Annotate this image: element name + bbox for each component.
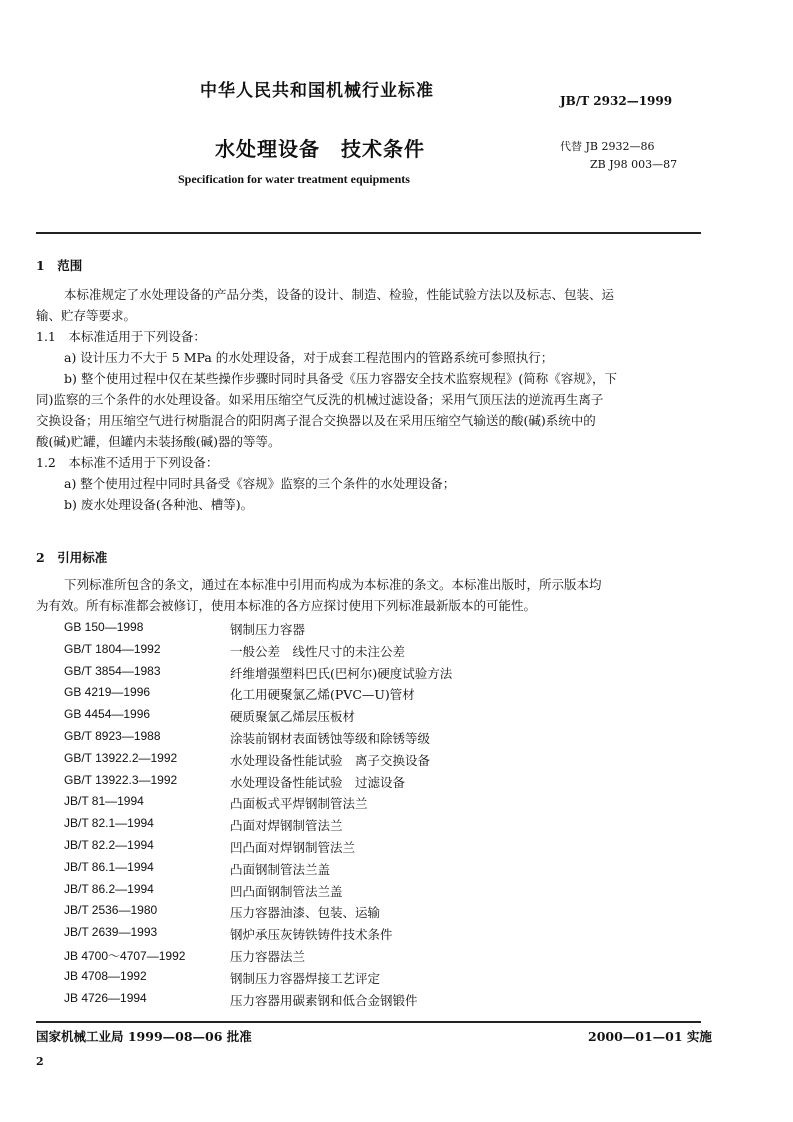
reference-title: 凸面钢制管法兰盖 bbox=[230, 862, 331, 877]
issuing-authority-title: 中华人民共和国机械行业标准 bbox=[200, 81, 434, 101]
section-1-body bbox=[36, 284, 701, 515]
reference-title: 一般公差 线性尺寸的未注公差 bbox=[230, 644, 406, 659]
reference-title: 涂装前钢材表面锈蚀等级和除锈等级 bbox=[230, 731, 431, 746]
clause-1-1: 1.1 本标准适用于下列设备： bbox=[36, 329, 206, 344]
reference-code: JB/T 86.1—1994 bbox=[64, 860, 154, 874]
reference-title: 硬质聚氯乙烯层压板材 bbox=[230, 709, 356, 724]
reference-code: GB 150—1998 bbox=[64, 620, 144, 634]
section-1-heading: 1 范围 bbox=[36, 258, 83, 273]
clause-1-1-b-line-2: 同)监察的三个条件的水处理设备。如采用压缩空气反洗的机械过滤设备；采用气顶压法的逆流再生离子 bbox=[36, 392, 604, 407]
reference-code: GB/T 1804—1992 bbox=[64, 642, 161, 656]
reference-code: JB 4708—1992 bbox=[64, 969, 147, 983]
reference-code: JB 4726—1994 bbox=[64, 991, 147, 1005]
replaces-standard-2: ZB J98 003—87 bbox=[590, 158, 678, 171]
clause-1-2-a: a) 整个使用过程中同时具备受《容规》监察的三个条件的水处理设备； bbox=[64, 476, 456, 491]
clause-1-1-b-line-4: 酸(碱)贮罐，但罐内未装扬酸(碱)器的等等。 bbox=[36, 434, 281, 449]
section-2-intro-line-2: 为有效。所有标准都会被修订，使用本标准的各方应探讨使用下列标准最新版本的可能性。 bbox=[36, 598, 537, 613]
reference-code: GB/T 13922.2—1992 bbox=[64, 751, 178, 765]
section-2-heading: 2 引用标准 bbox=[36, 550, 108, 565]
reference-code: GB/T 13922.3—1992 bbox=[64, 773, 178, 787]
footer-divider bbox=[36, 1021, 701, 1023]
reference-code: GB 4454—1996 bbox=[64, 707, 151, 721]
reference-title: 钢制压力容器焊接工艺评定 bbox=[230, 971, 381, 986]
reference-title: 水处理设备性能试验 过滤设备 bbox=[230, 775, 406, 790]
reference-code: GB/T 3854—1983 bbox=[64, 664, 161, 678]
reference-code: JB/T 82.2—1994 bbox=[64, 838, 154, 852]
effective-date: 2000—01—01 实施 bbox=[588, 1029, 712, 1044]
standard-number: JB/T 2932—1999 bbox=[560, 94, 673, 108]
section-1-intro-line-2: 输、贮存等要求。 bbox=[36, 308, 137, 323]
reference-title: 凸面板式平焊钢制管法兰 bbox=[230, 796, 368, 811]
reference-code: GB 4219—1996 bbox=[64, 685, 151, 699]
reference-title: 压力容器法兰 bbox=[230, 949, 306, 964]
reference-code: JB/T 2639—1993 bbox=[64, 925, 158, 939]
reference-title: 凸面对焊钢制管法兰 bbox=[230, 818, 343, 833]
reference-title: 压力容器油漆、包装、运输 bbox=[230, 905, 381, 920]
reference-code: GB/T 8923—1988 bbox=[64, 729, 161, 743]
reference-title: 凹凸面对焊钢制管法兰 bbox=[230, 840, 356, 855]
clause-1-2-b: b) 废水处理设备(各种池、槽等)。 bbox=[64, 497, 254, 512]
reference-title: 钢制压力容器 bbox=[230, 622, 306, 637]
reference-title: 水处理设备性能试验 离子交换设备 bbox=[230, 753, 431, 768]
reference-code: JB/T 86.2—1994 bbox=[64, 882, 154, 896]
reference-title: 压力容器用碳素钢和低合金钢锻件 bbox=[230, 993, 418, 1008]
section-1-intro-line-1: 本标准规定了水处理设备的产品分类，设备的设计、制造、检验，性能试验方法以及标志、包装、运 bbox=[64, 287, 615, 302]
reference-code: JB/T 82.1—1994 bbox=[64, 816, 154, 830]
reference-title: 纤维增强塑料巴氏(巴柯尔)硬度试验方法 bbox=[230, 666, 453, 681]
reference-code: JB/T 81—1994 bbox=[64, 794, 144, 808]
header-divider bbox=[36, 232, 701, 234]
section-2-intro-line-1: 下列标准所包含的条文，通过在本标准中引用而构成为本标准的条文。本标准出版时，所示版本均 bbox=[64, 577, 602, 592]
replaces-standard-1: 代替 JB 2932—86 bbox=[560, 140, 655, 153]
english-title: Specification for water treatment equipments bbox=[178, 172, 410, 186]
document-title: 水处理设备 技术条件 bbox=[215, 137, 425, 161]
clause-1-1-b-line-3: 交换设备；用压缩空气进行树脂混合的阳阴离子混合交换器以及在采用压缩空气输送的酸(碱)系统中的 bbox=[36, 413, 596, 428]
reference-code: JB 4700～4707—1992 bbox=[64, 949, 186, 963]
reference-title: 化工用硬聚氯乙烯(PVC—U)管材 bbox=[230, 687, 415, 702]
approval-date: 国家机械工业局 1999—08—06 批准 bbox=[36, 1029, 252, 1044]
reference-title: 凹凸面钢制管法兰盖 bbox=[230, 884, 343, 899]
page-number: 2 bbox=[36, 1055, 44, 1068]
clause-1-1-b-line-1: b) 整个使用过程中仅在某些操作步骤时同时具备受《压力容器安全技术监察规程》(简称《容规》，下 bbox=[64, 371, 617, 386]
section-2-intro bbox=[36, 574, 701, 616]
clause-1-1-a: a) 设计压力不大于 5 MPa 的水处理设备，对于成套工程范围内的管路系统可参照执行； bbox=[64, 350, 554, 365]
reference-code: JB/T 2536—1980 bbox=[64, 903, 158, 917]
reference-title: 钢炉承压灰铸铁铸件技术条件 bbox=[230, 927, 393, 942]
clause-1-2: 1.2 本标准不适用于下列设备： bbox=[36, 455, 219, 470]
